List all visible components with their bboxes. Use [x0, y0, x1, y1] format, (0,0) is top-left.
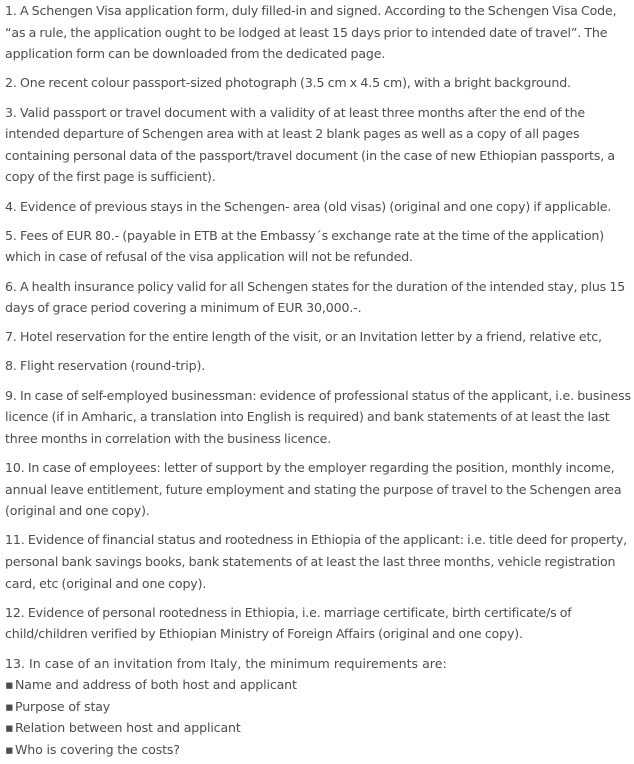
requirement-8: 8. Flight reservation (round-trip).	[5, 358, 206, 374]
invitation-intro: 13. In case of an invitation from Italy, the minimum requirements are:	[5, 655, 447, 671]
requirement-3: 3. Valid passport or travel document with a validity of at least three months after the end of the intended departure of Schengen area with at least 2 blank pages as well as a copy of all pages containing personal data of the passport/travel document (in the case of new Ethiopian passports, a copy of the first page is sufficient).	[5, 104, 615, 185]
requirement-4: 4. Evidence of previous stays in the Schengen- area (old visas) (original and one copy) if applicable.	[5, 198, 612, 214]
requirement-2: 2. One recent colour passport-sized photograph (3.5 cm x 4.5 cm), with a bright background.	[5, 75, 571, 91]
list-item: ▪ Relation between host and applicant	[5, 717, 631, 739]
requirement-10: 10. In case of employees: letter of support by the employer regarding the position, monthly income, annual leave entitlement, future employment and stating the purpose of travel to the Schengen area (original and one copy).	[5, 460, 622, 519]
list-item: ▪ Who is covering the costs?	[5, 739, 631, 761]
requirement-1: 1. A Schengen Visa application form, duly filled-in and signed. According to the Schengen Visa Code, “as a rule, the application ought to be lodged at least 15 days prior to intended date of travel”. The application form can be downloaded from the dedicated page.	[5, 3, 617, 62]
bullet-icon: ▪	[5, 677, 14, 693]
invitation-bullet-list	[5, 674, 631, 760]
requirement-7: 7. Hotel reservation for the entire length of the visit, or an Invitation letter by a friend, relative etc,	[5, 329, 602, 345]
list-item: ▪ Purpose of stay	[5, 696, 631, 718]
bullet-icon: ▪	[5, 741, 14, 757]
bullet-icon: ▪	[5, 698, 14, 714]
bullet-icon: ▪	[5, 720, 14, 736]
requirement-9: 9. In case of self-employed businessman: evidence of professional status of the applicant, i.e. business licence (if in Amharic, a translation into English is required) and bank statements of at least the last three months in correlation with the business licence.	[5, 387, 631, 446]
requirement-6: 6. A health insurance policy valid for all Schengen states for the duration of the intended stay, plus 15 days of grace period covering a minimum of EUR 30,000.-.	[5, 278, 626, 316]
invitation-section	[5, 653, 631, 761]
requirement-12: 12. Evidence of personal rootedness in Ethiopia, i.e. marriage certificate, birth certificate/s of child/children verified by Ethiopian Ministry of Foreign Affairs (original and one copy).	[5, 604, 572, 642]
requirement-11: 11. Evidence of financial status and rootedness in Ethiopia of the applicant: i.e. title deed for property, personal bank savings books, bank statements of at least the last three months, vehicle registration card, etc (original and one copy).	[5, 532, 628, 591]
list-item: ▪ Name and address of both host and applicant	[5, 674, 631, 696]
requirement-5: 5. Fees of EUR 80.- (payable in ETB at the Embassy´s exchange rate at the time of the application) which in case of refusal of the visa application will not be refunded.	[5, 227, 604, 265]
